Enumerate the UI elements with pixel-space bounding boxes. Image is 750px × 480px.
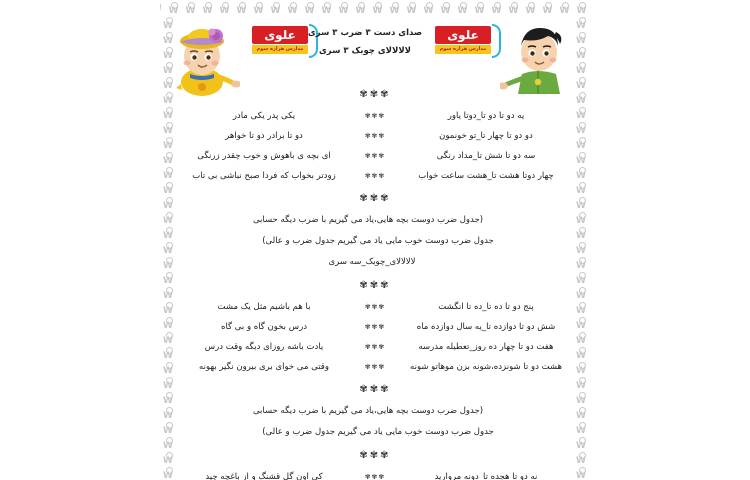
verse-line-right: هفت دو تا چهار ده روز_تعطیله مدرسه bbox=[418, 342, 554, 352]
border-doll-icon bbox=[284, 1, 301, 17]
border-doll-icon bbox=[199, 1, 216, 17]
chorus-line-2: جدول ضرب دوست خوب مایی یاد می گیریم جدول ضرب و عالی) bbox=[262, 236, 494, 246]
border-doll-icon bbox=[216, 1, 233, 17]
verse-line-left: با هم باشیم مثل یک مشت bbox=[217, 302, 311, 312]
verse-row-dots: ✾✾✾ bbox=[364, 343, 386, 351]
verse-row-dots: ✾✾✾ bbox=[364, 363, 386, 371]
border-doll-icon bbox=[301, 1, 318, 17]
border-doll-icon bbox=[386, 1, 403, 17]
verse-2 bbox=[182, 297, 568, 377]
verse-line-right: دو دو تا چهار تا_تو خونمون bbox=[439, 131, 533, 141]
mascot-girl-icon bbox=[168, 18, 240, 96]
chorus-line-2: جدول ضرب دوست خوب مایی یاد می گیریم جدول ضرب و عالی) bbox=[262, 427, 494, 437]
verse-line-right: چهار دوتا هشت تا_هشت ساعت خواب bbox=[418, 171, 554, 181]
logo-name: علوی bbox=[435, 26, 491, 44]
separator-1: ✾✾✾ bbox=[359, 89, 391, 100]
border-doll-icon bbox=[250, 1, 267, 17]
verse-3 bbox=[182, 467, 568, 480]
border-doll-icon bbox=[352, 1, 369, 17]
verse-row bbox=[182, 146, 568, 166]
border-doll-icon bbox=[454, 1, 471, 17]
verse-row bbox=[182, 357, 568, 377]
border-doll-icon bbox=[369, 1, 386, 17]
verse-line-right: یه دو تا دو تا_دوتا یاور bbox=[447, 111, 525, 121]
verse-row-dots: ✾✾✾ bbox=[364, 172, 386, 180]
header-line-2: لالالالای چوبک ۳ سری bbox=[319, 46, 411, 56]
verse-row-dots: ✾✾✾ bbox=[364, 473, 386, 480]
border-doll-icon bbox=[267, 1, 284, 17]
verse-row bbox=[182, 467, 568, 480]
verse-row bbox=[182, 166, 568, 186]
verse-line-right: شش دو تا دوازده تا_یه سال دوازده ماه bbox=[416, 322, 556, 332]
separator-3: ✾✾✾ bbox=[359, 280, 391, 291]
border-doll-icon bbox=[437, 1, 454, 17]
verse-line-left: درس بخون گاه و بی گاه bbox=[221, 322, 307, 332]
border-doll-icon bbox=[574, 31, 588, 46]
logo-arc-icon bbox=[492, 24, 501, 58]
verse-row bbox=[182, 297, 568, 317]
verse-line-left: دو تا برادر دو تا خواهر bbox=[225, 131, 303, 141]
border-doll-icon bbox=[318, 1, 335, 17]
separator-4: ✾✾✾ bbox=[359, 384, 391, 395]
verse-row bbox=[182, 106, 568, 126]
separator-2: ✾✾✾ bbox=[359, 193, 391, 204]
verse-line-right: هشت دو تا شونزده،شونه بزن موهاتو شونه bbox=[410, 362, 562, 372]
logo-subtitle: مدارس هزاره سوم bbox=[435, 45, 491, 54]
verse-line-right: سه دو تا شش تا_مداد رنگی bbox=[436, 151, 536, 161]
border-doll-icon bbox=[182, 1, 199, 17]
border-doll-icon bbox=[539, 1, 556, 17]
verse-line-right: نه دو تا هجده تا_دونه مروارید bbox=[434, 472, 538, 480]
verse-line-left: کی اون گل قشنگ و از باغچه چید bbox=[205, 472, 323, 480]
verse-line-left: زودتر بخواب که فردا صبح نباشی بی تاب bbox=[192, 171, 336, 181]
verse-row-dots: ✾✾✾ bbox=[364, 323, 386, 331]
chorus-line-1: (جدول ضرب دوست بچه هایی،یاد می گیریم با ضرب دیگه حسابی bbox=[252, 215, 484, 225]
border-doll-icon bbox=[574, 61, 588, 76]
border-top bbox=[160, 1, 590, 17]
logo-name: علوی bbox=[252, 26, 308, 44]
border-doll-icon bbox=[573, 1, 590, 17]
verse-line-left: ای بچه ی باهوش و خوب چقدر زرنگی bbox=[197, 151, 331, 161]
verse-row-dots: ✾✾✾ bbox=[364, 152, 386, 160]
border-doll-icon bbox=[160, 1, 165, 17]
verse-row-dots: ✾✾✾ bbox=[364, 112, 386, 120]
verse-line-left: وقتی می خوای بری بیرون نگیر بهونه bbox=[199, 362, 329, 372]
chorus-1 bbox=[165, 210, 585, 273]
verse-row bbox=[182, 337, 568, 357]
border-doll-icon bbox=[574, 16, 588, 31]
border-doll-icon bbox=[505, 1, 522, 17]
mascot-boy-icon bbox=[500, 16, 576, 96]
header-titles bbox=[300, 24, 430, 60]
verse-1 bbox=[182, 106, 568, 186]
verse-row bbox=[182, 126, 568, 146]
border-doll-icon bbox=[335, 1, 352, 17]
header-line-1: صدای دست ۳ ضرب ۳ سری bbox=[307, 28, 423, 38]
verse-line-right: پنج دو تا ده تا_ده تا انگشت bbox=[438, 302, 534, 312]
separator-5: ✾✾✾ bbox=[359, 450, 391, 461]
chorus-line-1: (جدول ضرب دوست بچه هایی،یاد می گیریم با ضرب دیگه حسابی bbox=[252, 406, 484, 416]
verse-row-dots: ✾✾✾ bbox=[364, 303, 386, 311]
chorus-2 bbox=[165, 401, 585, 443]
border-doll-icon bbox=[471, 1, 488, 17]
verse-row bbox=[182, 317, 568, 337]
border-doll-icon bbox=[574, 46, 588, 61]
border-doll-icon bbox=[556, 1, 573, 17]
border-doll-icon bbox=[488, 1, 505, 17]
chorus-line-3: لالالالای_چوبک_سه سری bbox=[328, 257, 416, 267]
lyrics-content bbox=[160, 88, 590, 480]
brand-logo-right bbox=[435, 24, 497, 58]
verse-row-dots: ✾✾✾ bbox=[364, 132, 386, 140]
verse-line-left: یکی پدر یکی مادر bbox=[232, 111, 296, 121]
border-doll-icon bbox=[403, 1, 420, 17]
verse-line-left: یادت باشه روزای دیگه وقت درس bbox=[204, 342, 324, 352]
border-doll-icon bbox=[420, 1, 437, 17]
border-doll-icon bbox=[165, 1, 182, 17]
border-doll-icon bbox=[233, 1, 250, 17]
logo-subtitle: مدارس هزاره سوم bbox=[252, 45, 308, 54]
border-doll-icon bbox=[522, 1, 539, 17]
